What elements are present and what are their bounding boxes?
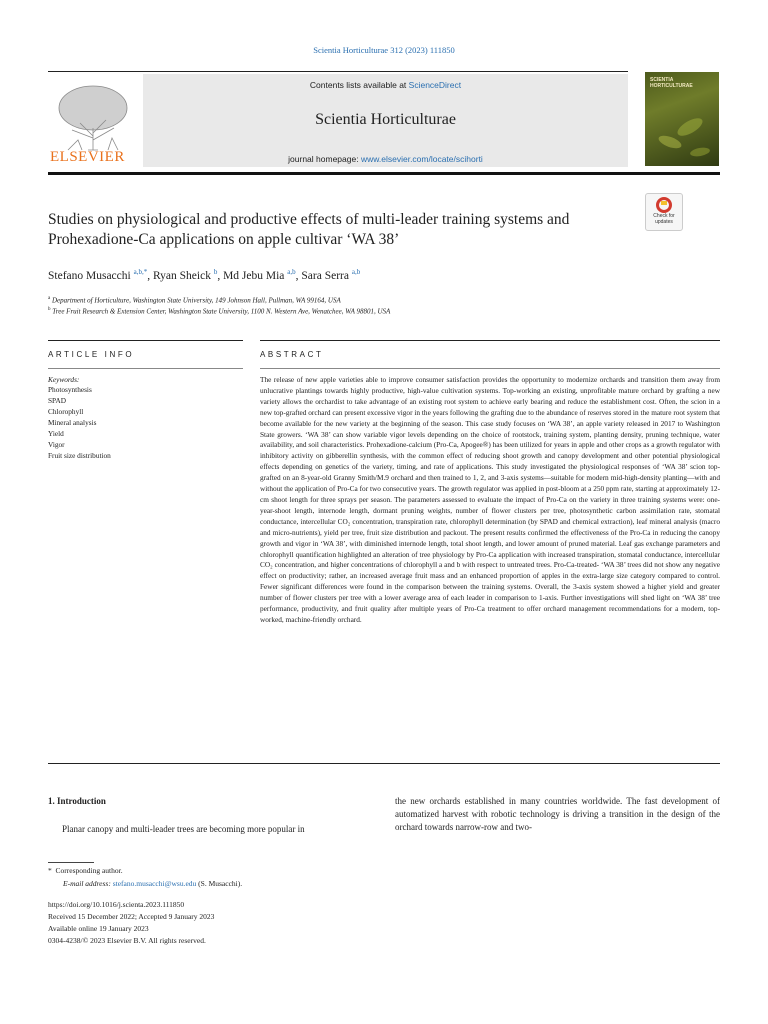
affiliation-a [48,296,698,304]
journal-citation[interactable]: Scientia Horticulturae 312 (2023) 111850 [313,45,455,55]
keywords-label: Keywords: [48,375,80,384]
author-name[interactable]: Stefano Musacchi [48,269,131,282]
abstract-subrule [260,368,720,369]
abstract-rule [260,340,720,341]
keyword-item: Photosynthesis [48,385,92,394]
keyword-item: Mineral analysis [48,418,97,427]
article-info-rule [48,340,243,341]
keyword-item: Vigor [48,440,65,449]
elsevier-wordmark: ELSEVIER [50,149,125,165]
introduction-right-column: the new orchards established in many countries worldwide. The fast development of automatized harvest with robotic technology is driving a transition in the design of the orchard towards narrow-row and two- [395,796,720,832]
check-for-updates-badge[interactable] [645,193,683,231]
footnote-rule [48,862,94,863]
author-name[interactable]: Ryan Sheick [152,269,211,282]
received-dates: Received 15 December 2022; Accepted 9 January 2023 [48,912,215,921]
email-suffix: (S. Musacchi). [196,879,243,888]
contents-line [143,80,628,90]
journal-info-box [143,74,628,167]
email-link[interactable]: stefano.musacchi@wsu.edu [112,879,197,888]
affiliation-text: Department of Horticulture, Washington State University, 149 Johnson Hall, Pullman, WA 99164, USA [51,296,341,305]
masthead-bottom-rule [48,172,720,175]
email-note [63,879,242,888]
introduction-heading: 1. Introduction [48,796,106,806]
keyword-item: Fruit size distribution [48,451,111,460]
doi-link[interactable]: https://doi.org/10.1016/j.scienta.2023.111850 [48,900,185,909]
homepage-link[interactable]: www.elsevier.com/locate/scihorti [360,154,483,164]
corresponding-author-note [48,866,123,875]
sciencedirect-link[interactable]: ScienceDirect [408,80,462,90]
journal-masthead [48,72,628,169]
article-info-heading: ARTICLE INFO [48,350,135,359]
keywords-list [48,384,111,461]
introduction-left-column: Planar canopy and multi-leader trees are becoming more popular in [62,824,305,834]
keyword-item: SPAD [48,396,66,405]
article-info-subrule [48,368,243,369]
homepage-prefix: journal homepage: [288,154,361,164]
corresponding-marker: * [48,866,52,875]
article-title: Studies on physiological and productive effects of multi-leader training systems and Prohexadione-Ca applications on apple cultivar ‘WA 38’ [48,211,570,248]
abstract-bottom-rule [48,763,720,764]
homepage-line [143,154,628,164]
keyword-item: Chlorophyll [48,407,84,416]
available-online-date: Available online 19 January 2023 [48,924,149,933]
cover-leaves-image [645,72,719,166]
author-affiliation-marker[interactable]: a,b [351,268,361,276]
author-list: Stefano Musacchi $^{a,b,*}$, Ryan Sheick $^b$, Md Jebu Mia $^{a,b}$, Sara Serra $^{a,b}$ [48,268,361,282]
cover-title: SCIENTIA HORTICULTURAE [650,77,693,89]
author-name[interactable]: Md Jebu Mia [223,269,285,282]
abstract-heading: ABSTRACT [260,350,324,359]
check-updates-label: Check for updates [653,213,675,225]
abstract-text: The release of new apple varieties able to improve consumer satisfaction provides the opportunity to modernize orchards and transition them away from unlucrative plantings towards highly productive, high-value cultivation systems. Top-working an existing, unprofitable mature orchard by grafting a new variety allows the orchardist to take advantage of an existing root system to achieve early bearing and reduce the establishment cost. Often, the scion in a new top-grafted orchard can present excessive vigor in the years following the grafting due to the abundance of reserves stored in the mature root system that become available for the new variety at the beginning of the season. This case study focuses on ‘WA 38’, an apple variety released in 2017 to Washington State growers. ‘WA 38’ can show variable vigor levels depending on the choice of rootstock, training system, planting density, pruning technique, water availability, and soil characteristics. Prohexadione-calcium (Pro-Ca, Apogee®) has been utilized for years in apple and other crops as a growth regulator with inhibitory activity on gibberellin synthesis, with the common effect of reducing shoot growth and canopy development and other potential physiological effects depending on genetics of the variety, timing, and rate of applications. This study investigated the physiological responses of ‘WA 38’ scion top-grafted on an 8-year-old Granny Smith/M.9 orchard and then trained to 1, 2, and 3-axis systems—suitable for modern mid-high-density planting—with and without the application of Pro-Ca for two consecutive years. The growth regulator was applied in post-bloom at a 250 ppm rate, starting at approximately 12-cm shoot length for three sprays per season. The parameters assessed to evaluate the impact of Pro-Ca on the variety in three training systems were: one-year-shoot length, internode length, dormant pruning weights, number of flower clusters per tree, photosynthetic carbon assimilation rate, stomatal conductance, intercellular CO₂ concentration, transpiration rate, chlorophyll determination (by SPAD and chemical extraction), leaf mineral analysis (macro and micro-nutrients), yield per tree, fruit size distribution and packout. The present results confirmed the effectiveness of the Pro-Ca in reducing the canopy growth and vigor in ‘WA 38’, with diminished internode length, total shoot length, and lower amount of pruned material. Leaf gas exchange parameters and chlorophyll quantification highlighted an alteration of tree physiology by Pro-Ca application with increased transpiration, stomatal conductance, intercellular CO₂ concentration, and higher concentrations of chlorophyll a and b with respect to untreated trees. Pro-Ca-treated- ‘WA 38’ trees did not show any negative effect on productivity; rather, an increased average fruit mass and an enhanced proportion of apples in the extra-large size category compared to control. Fewer significant differences were found in the comparison between the training systems. Overall, the 3-axis system showed a higher yield and greater number of flower clusters per tree with a lower average area of each leader in comparison to 1-axis. Further investigations will shed light on ‘WA 38’ tree performance, productivity, and fruit quality after multiple years of Pro-Ca treatment to offer orchard management recommendations for a modern, top-worked, machine-friendly orchard. [260,375,720,624]
author-affiliation-marker[interactable]: a,b [287,268,296,276]
journal-cover-thumbnail[interactable] [645,72,719,166]
check-updates-icon [656,197,672,213]
journal-title: Scientia Horticulturae [315,111,456,128]
affiliation-marker: a [48,296,51,301]
affiliation-b [48,307,698,315]
contents-prefix: Contents lists available at [309,80,409,90]
keyword-item: Yield [48,429,64,438]
author-name[interactable]: Sara Serra [301,269,349,282]
email-label: E-mail address: [63,879,111,888]
author-affiliation-marker[interactable]: a,b,* [133,268,148,276]
author-affiliation-marker[interactable]: b [213,268,218,276]
corresponding-text: Corresponding author. [55,866,123,875]
copyright-notice: 0304-4238/© 2023 Elsevier B.V. All rights reserved. [48,936,206,945]
affiliation-text: Tree Fruit Research & Extension Center, Washington State University, 1100 N. Western Ave, Wenatchee, WA 98801, USA [52,307,391,316]
affiliation-marker: b [48,307,51,312]
